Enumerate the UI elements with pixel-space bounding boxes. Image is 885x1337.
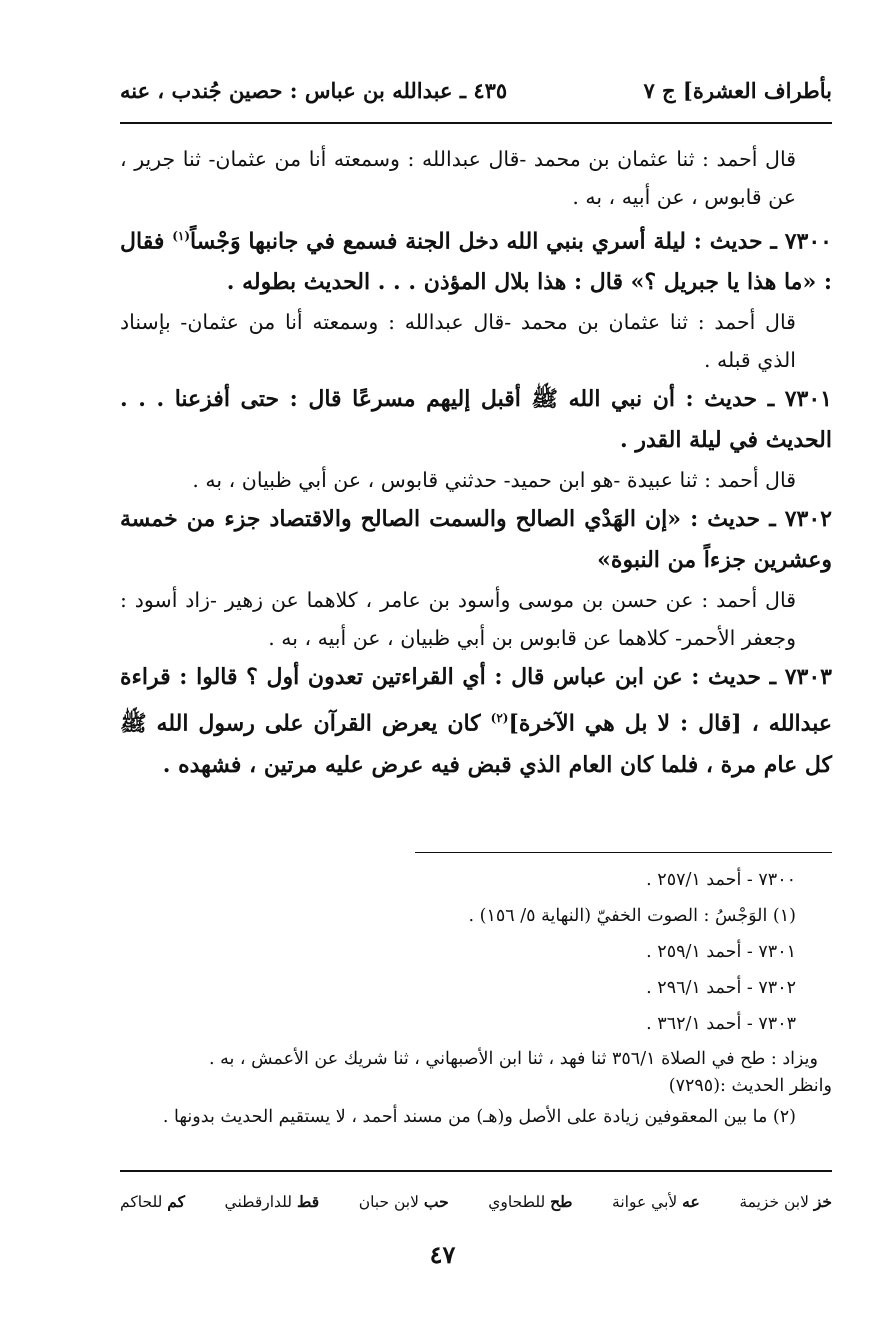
hadith-number: ٧٣٠٢ [784, 506, 832, 533]
footnote-line: ٧٣٠٠ - أحمد ٢٥٧/١ . [646, 870, 796, 890]
header-subtitle: ٤٣٥ ـ عبدالله بن عباس : حصين جُندب ، عنه [120, 77, 508, 103]
footnote-rule [415, 852, 832, 853]
footnote-ref: (٢) [490, 711, 509, 726]
header-rule [120, 122, 832, 124]
footnote-line: ٧٣٠٣ - أحمد ٣٦٢/١ . [646, 1014, 796, 1034]
footnote-line: ٧٣٠٢ - أحمد ٢٩٦/١ . [646, 978, 796, 998]
footnote-line: ٧٣٠١ - أحمد ٢٥٩/١ . [646, 942, 796, 962]
hadith-text: ـ حديث : «إن الهَدْي الصالح والسمت الصالح والاقتصاد جزء من خمسة وعشرين جزءاً من النبوة» [120, 506, 832, 574]
hadith-text-continued: فقال : «ما هذا يا جبريل ؟» قال : هذا بلال المؤذن . . . الحديث بطوله . [120, 228, 832, 296]
isnad-paragraph: قال أحمد : ثنا عبيدة -هو ابن حميد- حدثني قابوس ، عن أبي ظبيان ، به . [192, 468, 796, 493]
footnote-line: وانظر الحديث :(٧٢٩٥) [668, 1076, 832, 1096]
sigla-item: حب لابن حبان [358, 1191, 449, 1211]
hadith-7303 [120, 657, 832, 785]
header-title: بأطراف العشرة] ج ٧ [643, 77, 832, 103]
isnad-paragraph: قال أحمد : عن حسن بن موسى وأسود بن عامر ، كلاهما عن زهير -زاد أسود : وجعفر الأحمر- كلاهما عن قابوس بن أبي ظبيان ، عن أبيه ، به . [120, 588, 796, 651]
hadith-text: ـ حديث : أن نبي الله ﷺ أقبل إليهم مسرعًا قال : حتى أفزعنا . . . الحديث في ليلة القدر . [120, 386, 832, 454]
footnote-line: ويزاد : طح في الصلاة ٣٥٦/١ ثنا فهد ، ثنا ابن الأصبهاني ، ثنا شريك عن الأعمش ، به . [208, 1049, 818, 1069]
main-text [120, 140, 832, 786]
hadith-text: ـ حديث : ليلة أسري بنبي الله دخل الجنة فسمع في جانبها وَجْساً [190, 228, 777, 255]
sigla-item: خز لابن خزيمة [739, 1191, 832, 1211]
hadith-7302 [120, 499, 832, 581]
hadith-7301 [120, 379, 832, 461]
sigla-item: عه لأبي عوانة [612, 1191, 700, 1211]
footnote-line: (٢) ما بين المعقوفين زيادة على الأصل و(هـ) من مسند أحمد ، لا يستقيم الحديث بدونها . [162, 1107, 796, 1127]
sigla-item: قط للدارقطني [224, 1191, 320, 1211]
sigla-item: طح للطحاوي [488, 1191, 573, 1211]
hadith-7300 [120, 216, 832, 303]
running-header [120, 72, 832, 108]
isnad-paragraph: قال أحمد : ثنا عثمان بن محمد -قال عبدالله : وسمعته أنا من عثمان- ثنا جرير ، عن قابوس ، عن أبيه ، به . [120, 147, 796, 209]
hadith-text-continued: كان يعرض القرآن على رسول الله ﷺ كل عام مرة ، فلما كان العام الذي قبض فيه عرض عليه مرتين ، فشهده . [120, 710, 832, 778]
footnote-ref: (١) [172, 229, 191, 243]
hadith-number: ٧٣٠١ [784, 386, 832, 413]
hadith-number: ٧٣٠٣ [784, 664, 832, 691]
sigla-rule [120, 1170, 832, 1172]
sigla-item: كم للحاكم [120, 1191, 185, 1211]
sigla-legend [120, 1186, 832, 1216]
isnad-paragraph: قال أحمد : ثنا عثمان بن محمد -قال عبدالله : وسمعته أنا من عثمان- بإسناد الذي قبله . [120, 310, 796, 373]
footnotes [120, 862, 832, 1134]
hadith-number: ٧٣٠٠ [784, 228, 832, 255]
hadith-text: ـ حديث : عن ابن عباس قال : أي القراءتين تعدون أول ؟ قالوا : قراءة عبدالله ، [قال : لا بل هي الآخرة] [120, 664, 832, 737]
page-number: ٤٧ [429, 1240, 456, 1269]
footnote-line: (١) الوَجْسُ : الصوت الخفيّ (النهاية ٥/ ١٥٦) . [468, 906, 796, 926]
